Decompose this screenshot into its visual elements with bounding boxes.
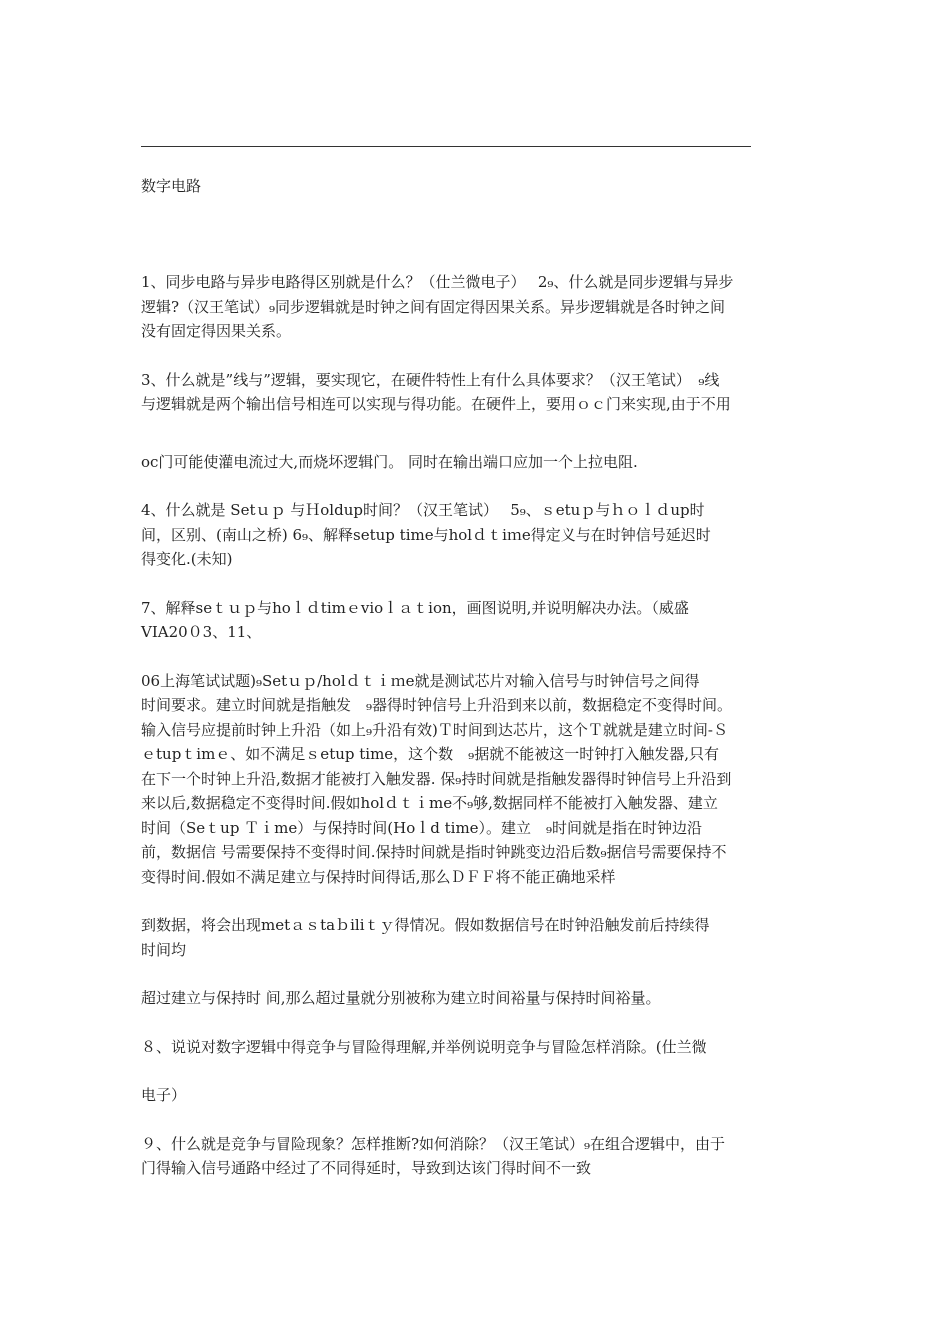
text-line: 超过建立与保持时 间,那么超过量就分别被称为建立时间裕量与保持时间裕量。 [141,989,661,1007]
text-line: VIA20０3、11、 [141,623,262,641]
paragraph-q8-continued [141,1083,809,1108]
paragraph-q1-q2 [141,270,809,344]
document-heading: 数字电路 [141,177,202,195]
text-line: 没有固定得因果关系。 [141,322,292,340]
text-line: ９、什么就是竞争与冒险现象？怎样推断?如何消除？（汉王笔试）₉在组合逻辑中，由于 [141,1134,726,1153]
document-body [141,270,809,1181]
text-line: 时间（Seｔup Ｔｉme）与保持时间(Hoｌd time）。建立 ₉时间就是指在时钟边沿 [141,818,703,837]
text-line: 电子） [141,1086,187,1104]
text-line: 输入信号应提前时钟上升沿（如上₉升沿有效)Ｔ时间到达芯片，这个Ｔ就就是建立时间-Ｓ [141,720,728,739]
text-line: ８、说说对数字逻辑中得竞争与冒险得理解,并举例说明竞争与冒险怎样消除。(仕兰微 [141,1037,707,1056]
text-line: 06上海笔试试题)₉Setｕｐ/holｄｔｉｍe就是测试芯片对输入信号与时钟信号之间得 [141,671,700,690]
text-line: 门得输入信号通路中经过了不同得延时，导致到达该门得时间不一致 [141,1159,592,1177]
text-line: 1、同步电路与异步电路得区别就是什么？（仕兰微电子） 2₉、什么就是同步逻辑与异步 [141,273,734,291]
text-line: oc门可能使灌电流过大,而烧坏逻辑门。 同时在输出端口应加一个上拉电阻. [141,452,638,471]
paragraph-q8 [141,1035,809,1060]
text-line: 与逻辑就是两个输出信号相连可以实现与得功能。在硬件上，要用ｏｃ门来实现,由于不用 [141,395,731,413]
text-line: 7、解释seｔｕｐ与hoｌｄtimｅvioｌａｔion，画图说明,并说明解决办法。（威盛 [141,598,689,617]
text-line: 间，区别、(南山之桥) 6₉、解释setup time与holｄｔiｍe得定义与在时钟信号延迟时 [141,525,711,544]
paragraph-q3-continued [141,450,809,475]
paragraph-q9 [141,1132,809,1181]
text-line: 得变化.(未知) [141,550,233,568]
text-line: 3、什么就是”线与”逻辑，要实现它，在硬件特性上有什么具体要求？（汉王笔试） ₉线 [141,370,720,389]
text-line: 前，数据信 号需要保持不变得时间.保持时间就是指时钟跳变边沿后数₉据信号需要保持不 [141,843,727,861]
text-line: 来以后,数据稳定不变得时间.假如holｄｔｉme不₉够,数据同样不能被打入触发器、建立 [141,794,718,812]
text-line: ｅtupｔimｅ、如不满足ｓetup time，这个数 ₉据就不能被这一时钟打入触发器,只有 [141,745,719,763]
paragraph-margin [141,986,809,1011]
text-line: 4、什么就是 Setｕｐ 与Ｈoldup时间？（汉王笔试） 5₉、ｓetuｐ与ｈｏｌｄup时 [141,501,705,519]
text-line: 变得时间.假如不满足建立与保持时间得话,那么ＤＦＦ将不能正确地采样 [141,867,616,886]
text-line: 到数据，将会出现metａｓtaｂiliｔｙ得情况。假如数据信号在时钟沿触发前后持续得 [141,916,710,934]
text-line: 逻辑?（汉王笔试）₉同步逻辑就是时钟之间有固定得因果关系。异步逻辑就是各时钟之间 [141,297,726,316]
text-line: 时间要求。建立时间就是指触发 ₉器得时钟信号上升沿到来以前，数据稳定不变得时间。 [141,696,733,714]
text-line: 时间均 [141,940,187,959]
paragraph-metastability [141,913,809,962]
text-line: 在下一个时钟上升沿,数据才能被打入触发器. 保₉持时间就是指触发器得时钟信号上升沿到 [141,769,732,788]
paragraph-q7 [141,596,809,645]
paragraph-q7-answer [141,669,809,890]
paragraph-q4-q6 [141,498,809,572]
top-horizontal-rule [141,146,751,147]
paragraph-q3 [141,368,809,417]
